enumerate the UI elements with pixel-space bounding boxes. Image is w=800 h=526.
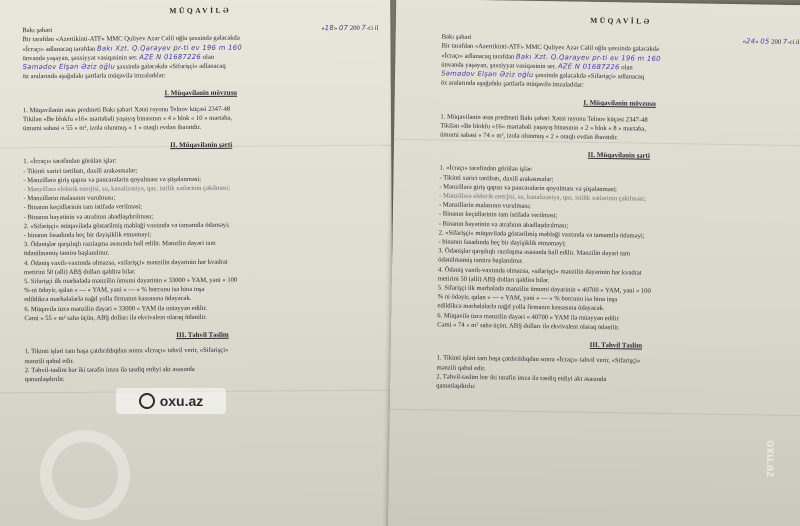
handwritten-name: Səmədov Elşən Əziz oğlu [441,69,534,79]
city-label: Bakı şəhəri [441,33,472,42]
section-heading: III. Təhvil Təslim [589,340,643,350]
contract-page-right [388,0,800,526]
section-heading: I. Müqavilənin mövzusu [583,99,656,109]
intro-line: öz aralarında aşağıdakı şərtlərlə müqavilə imzaladılar: [440,79,584,89]
intro-line: ünvanda yaşayan, şəxsiyyət vəsiqəsinin ser. AZE N 01687226 olan [441,61,633,72]
intro-line: Bir tərəfdən «Azertikinti-ATF» MMC Quliyev Azər Cəlil oğlu şəxsində gələcəkdə [22,35,240,44]
section-heading: III. Təhvil Təslim [176,330,229,340]
contract-date: «24» 05 200 7-ci il [742,37,800,47]
city-label: Bakı şəhəri [22,27,53,35]
intro-line: «İcraçı» adlanacaq tərəfdən Bakı Xzt. Q.Qarayev pr-ti ev 196 m 160 [22,43,242,53]
watermark-circle [40,430,130,520]
intro-line: öz aralarında aşağıdakı şərtlərlə müqavilə imzaladılar: [22,72,166,81]
intro-line: «İcraçı» adlanacaq tərəfdən Bakı Xzt. Q.Qarayev pr-ti ev 196 m 160 [441,52,661,63]
section2-body: 1. «İcraçı» tərəfindən görülən işlər: - Tikinti xarici tərtibatı, daxili arakəsmələr; - Mənzillərə giriş qapısı və pəncərələrin qoyulması və şüşələnməsi; - Mənzillərə elektrik enerjisi, su, kanalizasiya, qaz, istilik xətlərinin çəkilməsi; - Mənzillərin malasının vurulması; - Binanın keçidlərinin tam istifadə verilməsi; - Binanın həyətinin və ətrafının abadlaşdırılması; 2. «Sifarişçi» müqavilədə göstərilmiş məbləği vaxtında və tamamilə ödəməyi; - binanın fasadında heç bir dəyişiklik etməməyi; 3. Ödənişlər qarşılıqlı razılaşma əsasında hall edilir. Mənzilin dəyəri tam ödənilməmiş təmirə başlanılmır. 4. Ödəniş vaxtlı-vaxtında olmazsa, «sifarişçi» mənzilin dəyərinin hər kvadrat metirini 50 (əlli) ABŞ dolları qəldirə bilər. 5. Sifarişçi ilk mərhələdə mənzilin ümumi dəyərinin « 33000 » YAM, yəni « 100 %-ni ödəyir, qalan « — » YAM, yəni « — » % borcunu isə bina inşa edildikcə mərhələlərlə nağd yolla firmanın kassasına ödəyəcək. 6. Müqavilə üzrə mənzilin dəyəri « 33000 » YAM ilə müəyyən edilir. Cəmi « 55 » m² sahə üçün, ABŞ dolları ilə ekvivalent olaraq ödənilir. [23,157,238,323]
handwritten-name: Səmədov Elşən Əziz oğlu [22,62,116,72]
intro-line: Səmədov Elşən Əziz oğlu şəxsində gələcəkdə «Sifarişçi» adlanacaq [22,62,226,72]
fold-line [390,409,800,417]
section-heading: II. Müqavilənin şərti [170,140,233,150]
section3-body: 1. Tikinti işləri tam başa çatdırıldıqdan sonra «İcraçı» təhvil verir, «Sifarişçi» mənzili qəbul edir. 2. Təhvil-təslim hər iki tərəfin imza ilə təsdiq etdiyi akt əsasında qanunlaşdırılır. [24,347,229,384]
section1-body: 1. Müqavilənin əsas predmeti Bakı şəhəri Xətai rayonu Telnov küçəsi 2347-48 Tikilən «Be blokfu »16« mərtəbəli yaşayış binasının « 2 » blok « 8 » mərtəbə, ümumi sahəsi « 74 » m², izola olunmuş « 2 » otaqlı evdən ibarətdir. [440,113,648,142]
section-heading: II. Müqavilənin şərti [587,151,650,160]
handwritten-passport: AZE N 01687226 [557,62,620,72]
watermark-logo: oxu.az [116,388,226,414]
section3-body: 1. Tikinti işləri tam başa çatdırıldıqdan sonra «İcraçı» təhvil verir, «Sifarişçi» mənzili qəbul edir. 2. Təhvil-təslim hər iki tərəfin imza ilə təsdiq etdiyi akt əsasında qanunlaşdırılır. [436,354,641,390]
contract-date: «18» 07 200 7-ci il [321,23,379,33]
contract-title: MÜQAVİLƏ [169,5,232,16]
watermark-logo-icon [139,393,155,409]
section-heading: I. Müqavilənin mövzusu [164,89,238,98]
watermark-side-text: oxu.az [764,440,778,478]
section2-body: 1. «İcraçı» tərəfindən görülən işlər: - Tikinti xarici tərtibatı, daxili arakəsmələr; - Mənzillərə giriş qapısı və pəncərələrin qoyulması və şüşələnməsi; - Mənzillərə elektrik enerjisi, su, kanalizasiya, qaz, istilik xətlərinin çəkilməsi; - Mənzillərin malasının vurulması; - Binanın keçidlərinin tam istifadə verilməsi; - Binanın həyətinin və ətrafının abadlaşdırılması; 2. «Sifarişçi» müqavilədə göstərilmiş məbləği vaxtında və tamamilə ödəməyi; - binanın fasadında heç bir dəyişiklik etməməyi; 3. Ödənişlər qarşılıqlı razılaşma əsasında hall edilir. Mənzilin dəyəri tam ödənilməmiş təmirə başlanılmır. 4. Ödəniş vaxtlı-vaxtında olmazsa, «sifarişçi» mənzilin dəyərinin hər kvadrat metirini 50 (əlli) ABŞ dolları qəldirə bilər. 5. Sifarişçi ilk mərhələdə mənzilin ümumi dəyərinin « 40700 » YAM, yəni « 100 % ni ödəyir, qalan « — » YAM, yəni « — » % borcunu isə bina inşa edildikcə mərhələlərlə nağd yolla firmanın kassasına ödəyəcək. 6. Müqavilə üzrə mənzilin dəyəri « 40700 » YAM ilə müəyyən edilir. Cəmi « 74 » m² sahə üçün, ABŞ dolları ilə ekvivalent olaraq ödənilir. [437,164,651,332]
intro-line: Bir tərəfdən «Azertikinti-ATF» MMC Quliyev Azər Cəlil oğlu şəxsində gələcəkdə [441,42,659,54]
handwritten-address: Bakı Xzt. Q.Qarayev pr-ti ev 196 m 160 [515,52,661,63]
section1-body: 1. Müqavilənin əsas predmeti Bakı şəhəri Xətai rayonu Telnov küçəsi 2347-48 Tikilən «Be blokfu »16« mərtəbəli yaşayış binasının « 4 » blok « 10 » mərtəbə, ümumi sahəsi « 55 » m², izola olunmuş « 1 » otaqlı evdən ibarətdir. [22,105,233,133]
intro-line: Səmədov Elşən Əziz oğlu şəxsində gələcəkdə «Sifarişçi» adlanacaq [441,69,645,81]
handwritten-address: Bakı Xzt. Q.Qarayev pr-ti ev 196 m 160 [96,43,242,53]
intro-line: ünvanda yaşayan, şəxsiyyət vəsiqəsinin ser. AZE N 01687226 olan [22,52,215,62]
contract-title: MÜQAVİLƏ [590,15,652,26]
handwritten-passport: AZE N 01687226 [139,52,202,62]
